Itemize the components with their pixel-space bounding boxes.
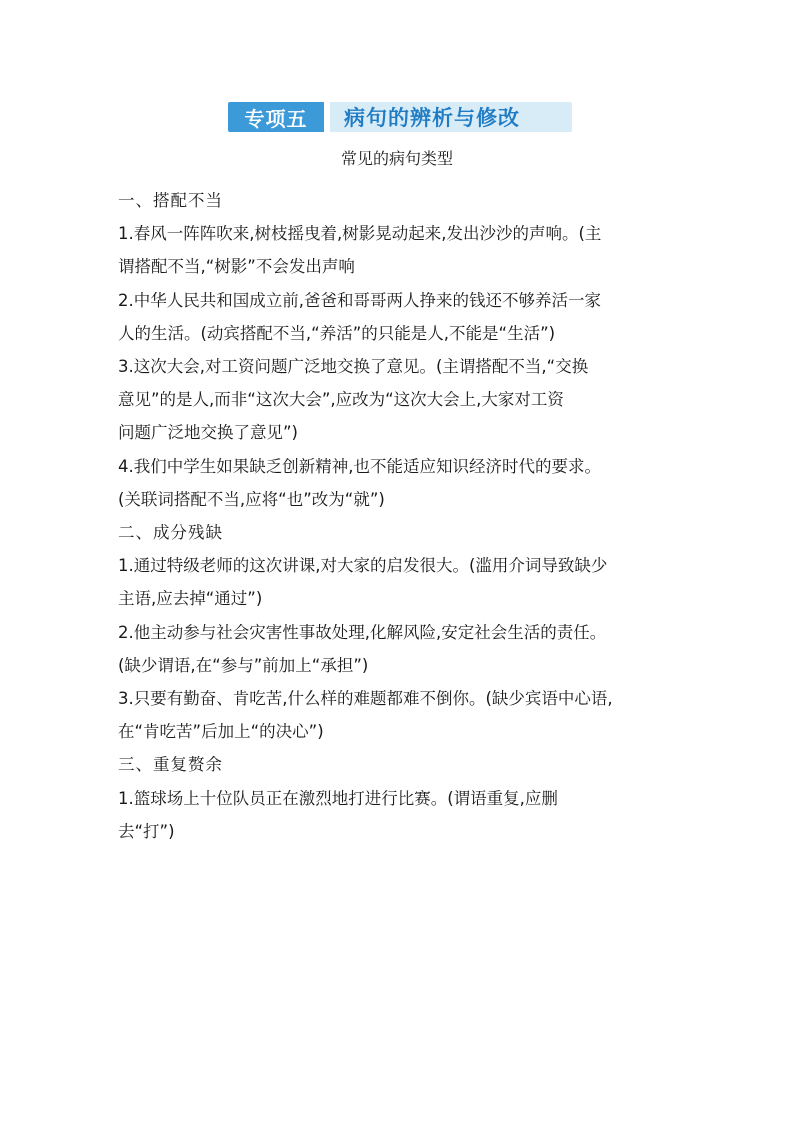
section-heading-collocation: 一、搭配不当	[118, 191, 223, 210]
text-line: (关联词搭配不当,应将“也”改为“就”)	[118, 489, 385, 509]
text-line: 3.只要有勤奋、肯吃苦,什么样的难题都难不倒你。(缺少宾语中心语,	[118, 689, 613, 709]
text-line: 4.我们中学生如果缺乏创新精神,也不能适应知识经济时代的要求。	[118, 456, 601, 476]
section-heading-redundancy: 三、重复赘余	[118, 755, 223, 775]
text-line: 1.春风一阵阵吹来,树枝摇曳着,树影晃动起来,发出沙沙的声响。(主	[118, 224, 602, 244]
text-line: 1.篮球场上十位队员正在激烈地打进行比赛。(谓语重复,应删	[118, 788, 558, 808]
text-line: 去“打”)	[118, 821, 175, 841]
text-line: 2.他主动参与社会灾害性事故处理,化解风险,安定社会生活的责任。	[118, 622, 607, 642]
banner-title: 病句的辨析与修改	[330, 102, 572, 132]
page-subtitle: 常见的病句类型	[340, 149, 453, 168]
text-line: 意见”的是人,而非“这次大会”,应改为“这次大会上,大家对工资	[118, 390, 564, 410]
text-line: 2.中华人民共和国成立前,爸爸和哥哥两人挣来的钱还不够养活一家	[118, 290, 601, 310]
text-line: 1.通过特级老师的这次讲课,对大家的启发很大。(滥用介词导致缺少	[118, 556, 608, 576]
text-line: 谓搭配不当,“树影”不会发出声响	[118, 257, 355, 277]
section-heading-missing-components: 二、成分残缺	[118, 523, 223, 543]
text-line: (缺少谓语,在“参与”前加上“承担”)	[118, 655, 369, 675]
banner-tag: 专项五	[228, 102, 324, 132]
text-line: 主语,应去掉“通过”)	[118, 589, 263, 609]
text-line: 人的生活。(动宾搭配不当,“养活”的只能是人,不能是“生活”)	[118, 323, 556, 343]
document-body	[118, 184, 684, 848]
text-line: 在“肯吃苦”后加上“的决心”)	[118, 722, 324, 742]
text-line: 问题广泛地交换了意见”)	[118, 423, 298, 443]
section-banner	[228, 102, 572, 132]
text-line: 3.这次大会,对工资问题广泛地交换了意见。(主谓搭配不当,“交换	[118, 357, 589, 377]
